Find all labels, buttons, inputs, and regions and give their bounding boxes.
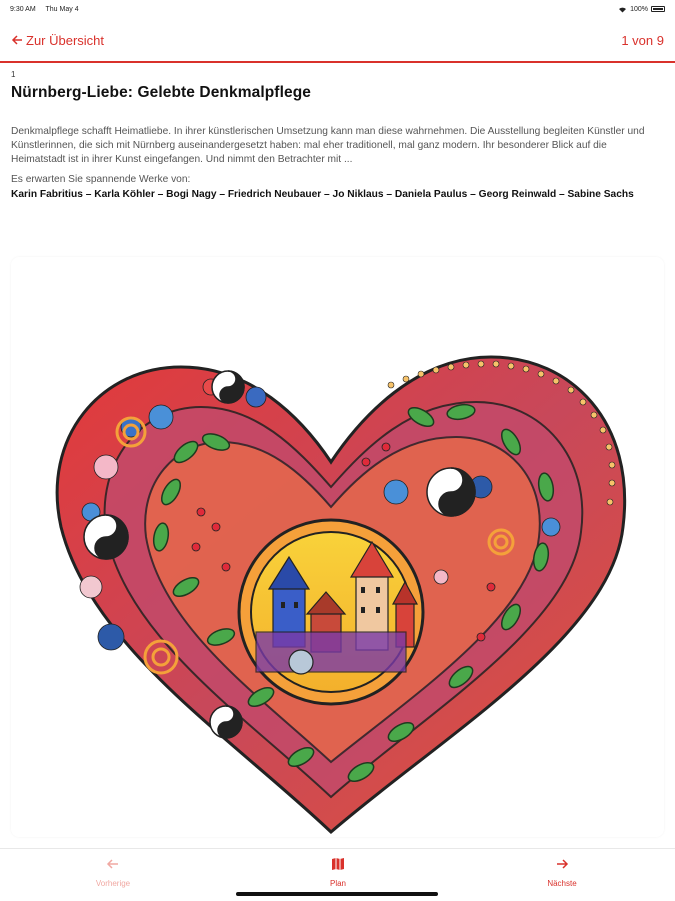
article-number: 1 xyxy=(11,70,16,79)
plan-label: Plan xyxy=(329,879,346,888)
home-indicator xyxy=(236,892,438,896)
status-date: Thu May 4 xyxy=(45,5,79,13)
artists-list: Karin Fabritius – Karla Köhler – Bogi Nagy – Friedrich Neubauer – Jo Niklaus – Daniela Paulus – Georg Reinwald – Sabine Sachs xyxy=(11,189,634,200)
back-label: Zur Übersicht xyxy=(26,32,105,48)
plan-button[interactable] xyxy=(288,857,388,888)
page-counter: 1 von 9 xyxy=(621,32,664,48)
arrow-left-icon xyxy=(106,857,120,871)
arrow-left-icon xyxy=(11,34,23,46)
artists-intro: Es erwarten Sie spannende Werke von: xyxy=(11,174,191,185)
navigation-bar xyxy=(0,20,675,60)
next-button[interactable] xyxy=(512,857,612,888)
article-header xyxy=(11,70,661,202)
wifi-icon xyxy=(618,6,627,13)
article-description: Denkmalpflege schafft Heimatliebe. In ihrer künstlerischen Umsetzung kann man diese wahrnehmen. Die Ausstellung begleiten Künstler und Künstlerinnen, die sich mit Nürnberg auseinandergesetzt haben: mal eher traditionell, mal ganz modern. Ihr besonderer Blick auf die Heimatstadt ist in ihrer Kunst eingefangen. Und nimmt den Betrachter mit ... xyxy=(11,126,645,165)
previous-label: Vorherige xyxy=(95,879,131,888)
status-time: 9:30 AM xyxy=(10,5,36,13)
previous-button[interactable] xyxy=(63,857,163,888)
battery-icon xyxy=(651,6,665,12)
arrow-right-icon xyxy=(555,857,569,871)
header-divider xyxy=(0,61,675,63)
status-bar xyxy=(0,0,675,18)
article-title: Nürnberg-Liebe: Gelebte Denkmalpflege xyxy=(11,84,311,101)
map-icon xyxy=(331,857,345,871)
back-to-overview-button[interactable] xyxy=(11,33,104,48)
next-label: Nächste xyxy=(547,879,577,888)
artwork-card xyxy=(11,257,664,837)
battery-percent: 100% xyxy=(630,5,648,13)
heart-artwork-image xyxy=(11,257,664,837)
